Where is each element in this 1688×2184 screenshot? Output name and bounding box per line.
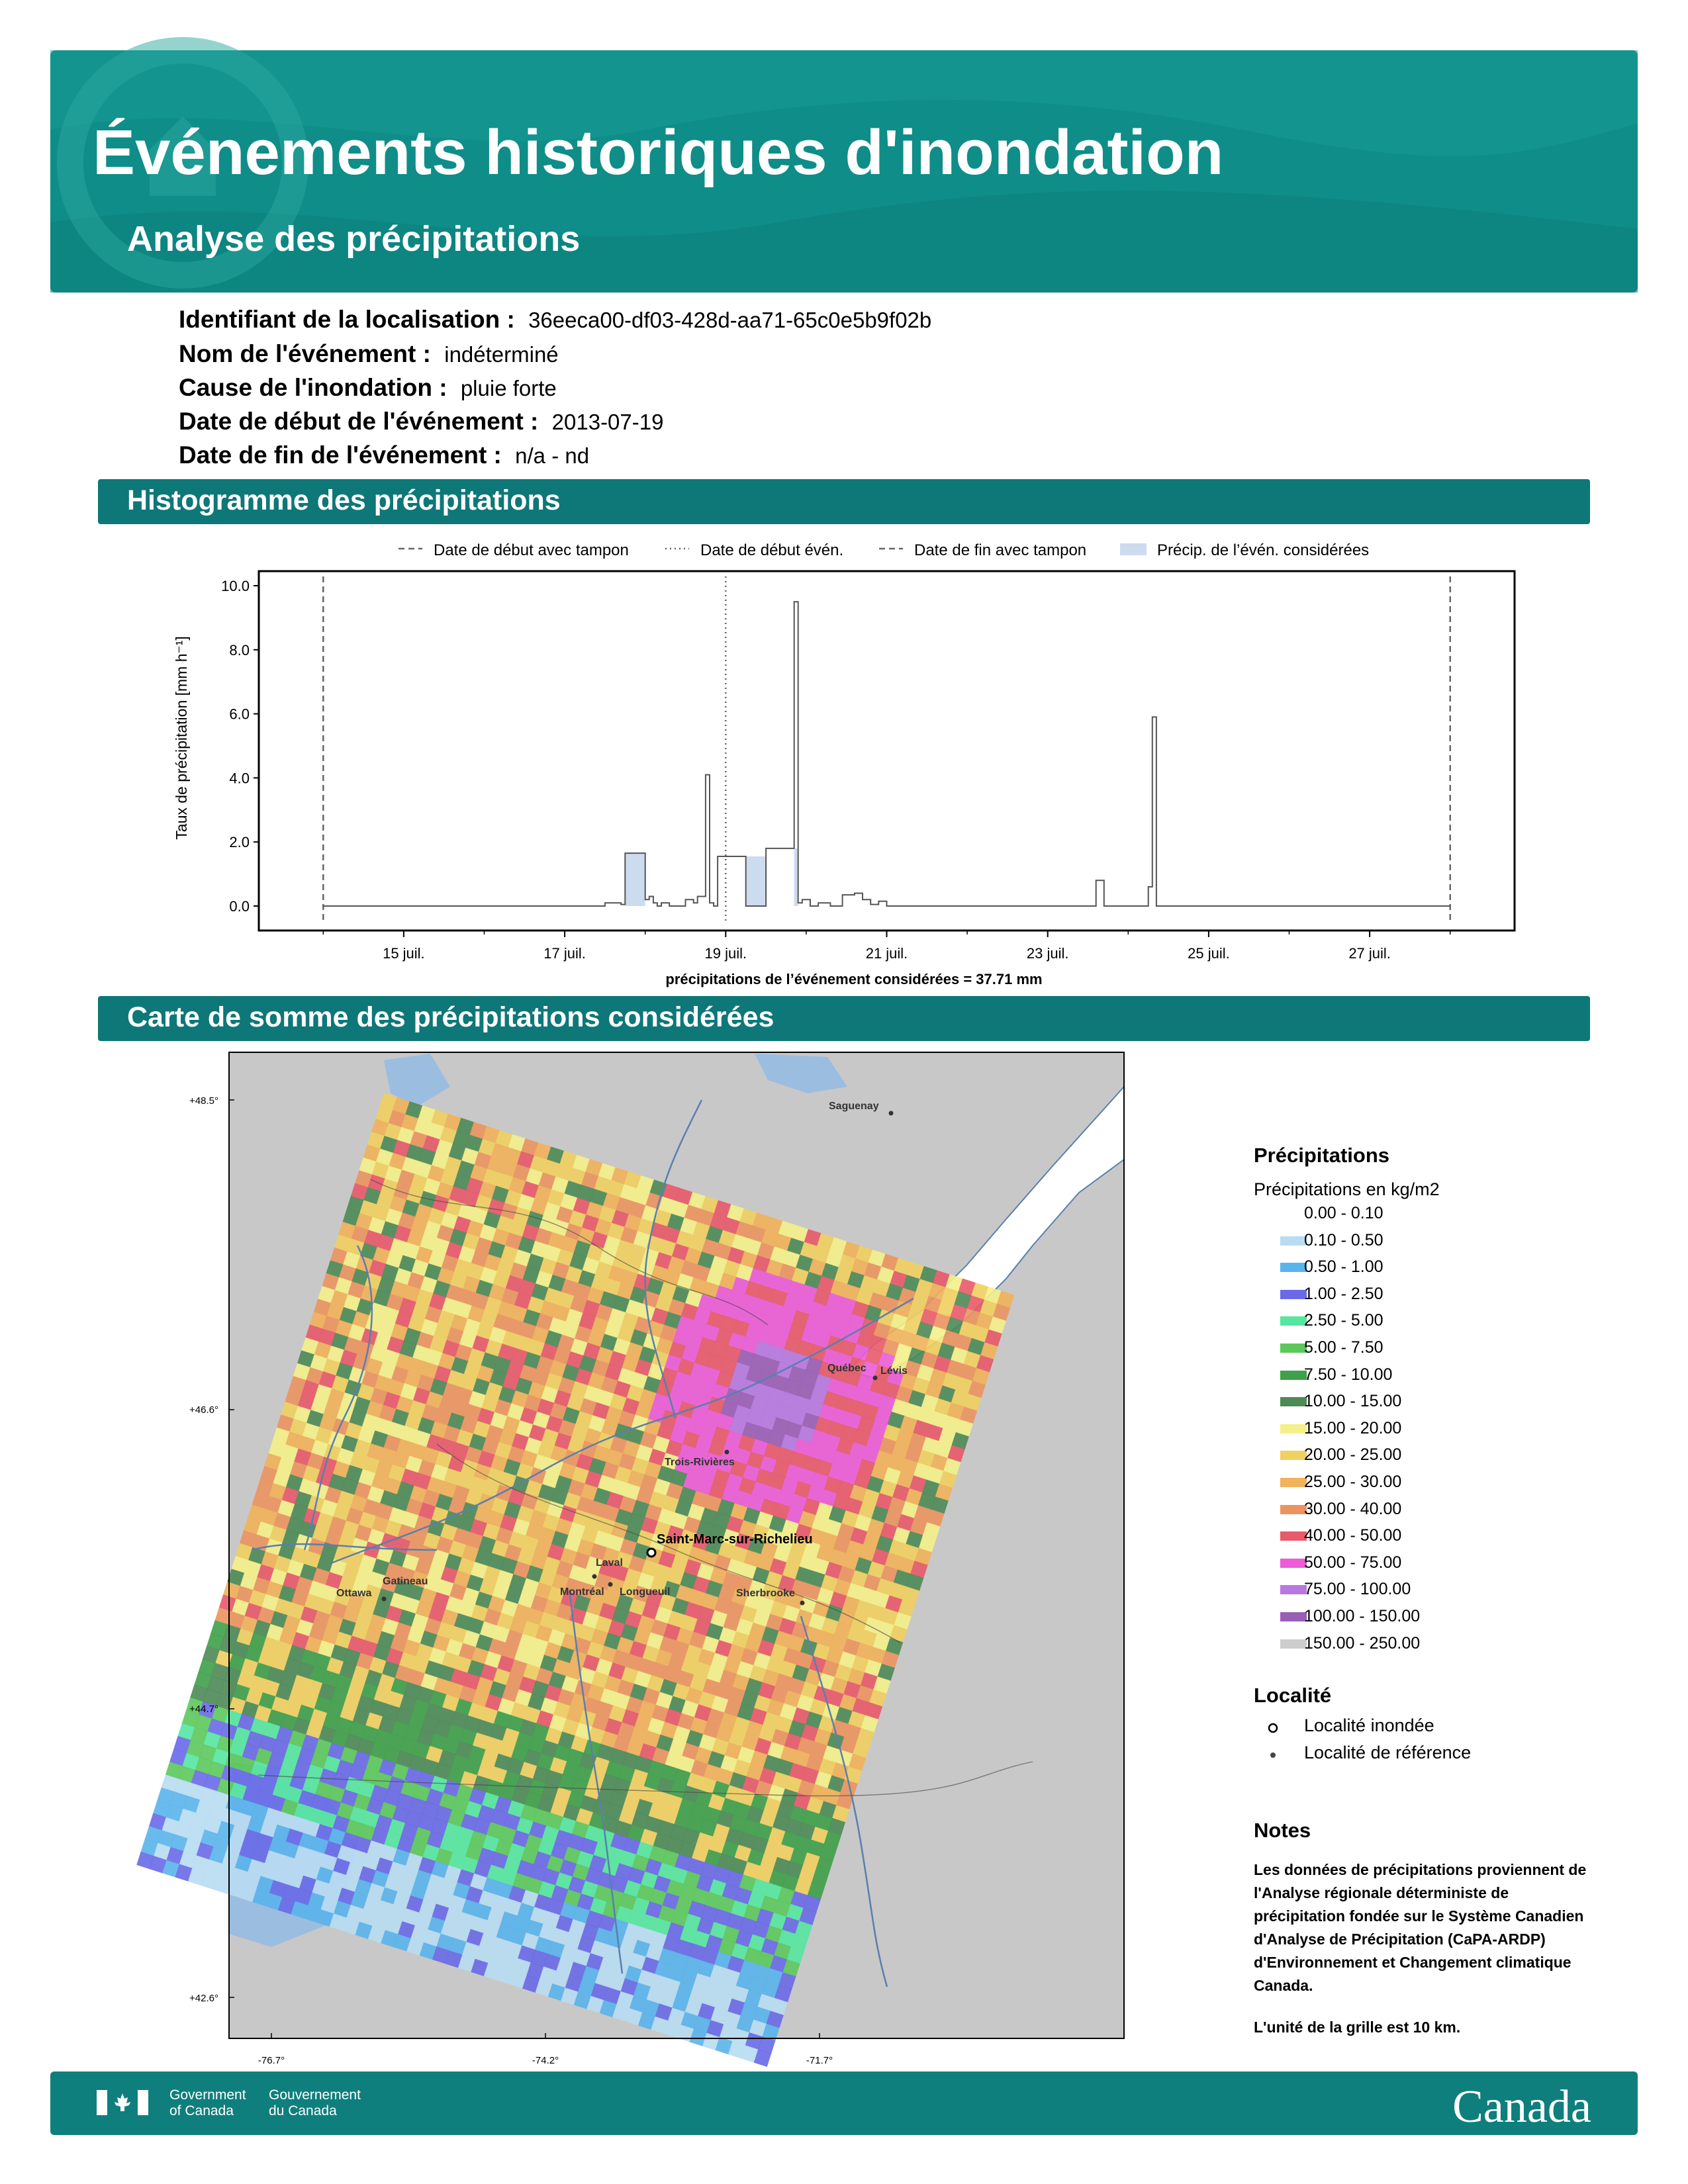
end-date-label: Date de fin de l'événement :	[179, 441, 502, 469]
notes-text: Les données de précipitations proviennent de l'Analyse régionale déterministe de précipitation fondée sur le Système Canadien d'Analyse de Précipitation (CaPA-ARDP) d'Environnement et Changement climatique Canada.	[1254, 1861, 1587, 1994]
y-axis	[221, 578, 259, 915]
legend-class-label: 100.00 - 150.00	[1304, 1606, 1421, 1625]
location-id-label: Identifiant de la localisation :	[179, 306, 515, 333]
city-longueuil: Longueuil	[620, 1586, 671, 1598]
legend-class-label: 5.00 - 7.50	[1304, 1338, 1383, 1357]
legend-swatch	[1280, 1451, 1307, 1460]
lon-label-76-7: -76.7°	[258, 2055, 285, 2066]
legend-class-label: 10.00 - 15.00	[1304, 1392, 1402, 1411]
legend-class-label: 75.00 - 100.00	[1304, 1580, 1411, 1599]
legend-swatch	[1280, 1612, 1307, 1621]
gov-fr-line2: du Canada	[269, 2103, 337, 2118]
legend-class-label: 150.00 - 250.00	[1304, 1633, 1421, 1653]
start-date-value: 2013-07-19	[551, 410, 664, 434]
laval-point	[592, 1574, 597, 1579]
notes-grid-unit: L'unité de la grille est 10 km.	[1254, 2019, 1461, 2036]
legend-class-12	[1254, 1525, 1624, 1552]
legend-considered-swatch	[1120, 543, 1147, 555]
saguenay-point	[889, 1111, 894, 1116]
government-of-canada-en	[169, 2087, 246, 2119]
precipitation-histogram	[159, 526, 1536, 996]
chart-legend	[399, 541, 1369, 559]
city-saguenay: Saguenay	[829, 1101, 879, 1112]
canada-flag-icon	[97, 2090, 148, 2115]
event-name-row	[179, 340, 559, 368]
legend-class-11	[1254, 1498, 1624, 1525]
y-tick-label: 0.0	[229, 898, 250, 915]
legend-class-label: 20.00 - 25.00	[1304, 1445, 1402, 1465]
notes-title: Notes	[1254, 1819, 1311, 1842]
x-axis	[323, 931, 1450, 962]
legend-class-label: 1.00 - 2.50	[1304, 1284, 1383, 1303]
flooded-marker-icon	[1267, 1722, 1279, 1734]
legend-considered-label: Précip. de l’évén. considérées	[1157, 541, 1370, 559]
header-banner	[50, 50, 1638, 293]
legend-title: Précipitations	[1254, 1144, 1389, 1167]
legend-swatch	[1280, 1343, 1307, 1353]
gatineau-point	[382, 1597, 387, 1602]
legend-class-7	[1254, 1390, 1624, 1418]
legend-class-16	[1254, 1633, 1624, 1660]
page-subtitle: Analyse des précipitations	[127, 219, 581, 259]
lon-label-74-2: -74.2°	[532, 2055, 559, 2066]
y-tick-label: 8.0	[229, 641, 250, 659]
cause-row	[179, 374, 557, 402]
city-trois-rivieres: Trois-Rivières	[665, 1457, 735, 1468]
end-date-row	[179, 441, 589, 469]
legend-class-2	[1254, 1256, 1624, 1283]
quebec-point	[873, 1376, 878, 1381]
x-tick-label: 19 juil.	[704, 945, 747, 962]
legend-classes	[1254, 1203, 1624, 1659]
event-name-label: Nom de l'événement :	[179, 340, 431, 367]
location-id-row	[179, 306, 931, 334]
map-section-title: Carte de somme des précipitations considérées	[127, 1001, 774, 1033]
locality-legend-title: Localité	[1254, 1684, 1332, 1707]
x-tick-label: 21 juil.	[865, 945, 908, 962]
y-tick-label: 10.0	[221, 578, 250, 594]
city-ottawa: Ottawa	[336, 1588, 372, 1599]
lat-label-48-5: +48.5°	[189, 1095, 218, 1107]
legend-class-9	[1254, 1444, 1624, 1471]
y-tick-label: 6.0	[229, 705, 250, 723]
legend-class-label: 0.10 - 0.50	[1304, 1230, 1383, 1250]
sherbrooke-point	[800, 1601, 805, 1606]
trois-rivieres-point	[725, 1450, 729, 1455]
x-tick-label: 23 juil.	[1026, 945, 1069, 962]
legend-swatch	[1280, 1290, 1307, 1299]
legend-swatch	[1280, 1397, 1307, 1406]
city-levis: Lévis	[880, 1365, 908, 1377]
footer-bar	[50, 2071, 1638, 2135]
considered-precip-fill	[625, 853, 645, 906]
x-tick-label: 27 juil.	[1348, 945, 1391, 962]
start-date-row	[179, 408, 663, 435]
longueuil-point	[608, 1582, 613, 1587]
legend-subtitle: Précipitations en kg/m2	[1254, 1179, 1440, 1199]
gov-fr-line1: Gouvernement	[269, 2087, 361, 2103]
legend-class-0	[1254, 1203, 1624, 1230]
city-gatineau: Gatineau	[383, 1576, 428, 1587]
precipitation-sum-map	[172, 1047, 1145, 2066]
considered-precip-fill	[746, 856, 766, 906]
cause-value: pluie forte	[460, 376, 557, 400]
gouvernement-du-canada-fr	[269, 2087, 361, 2119]
gov-en-line2: of Canada	[169, 2103, 234, 2118]
precipitation-legend	[1254, 1144, 1624, 1659]
legend-class-13	[1254, 1552, 1624, 1579]
canada-wordmark: Canada	[1452, 2081, 1591, 2132]
legend-class-3	[1254, 1283, 1624, 1310]
event-sum-annotation: précipitations de l’événement considérées = 37.71 mm	[665, 971, 1043, 987]
legend-class-10	[1254, 1471, 1624, 1498]
x-tick-label: 15 juil.	[383, 945, 425, 962]
lat-label-44-7: +44.7°	[189, 1704, 218, 1715]
legend-class-label: 15.00 - 20.00	[1304, 1418, 1402, 1437]
lon-label-71-7: -71.7°	[806, 2055, 833, 2066]
legend-swatch	[1280, 1371, 1307, 1380]
legend-class-label: 2.50 - 5.00	[1304, 1311, 1383, 1330]
legend-event-start-label: Date de début évén.	[700, 541, 844, 559]
histogram-section-title: Histogramme des précipitations	[127, 484, 561, 516]
gov-en-line1: Government	[169, 2087, 246, 2103]
legend-class-label: 7.50 - 10.00	[1304, 1365, 1393, 1384]
legend-reference-label: Localité de référence	[1304, 1743, 1472, 1762]
page-title: Événements historiques d'inondation	[93, 117, 1224, 188]
lat-label-42-6: +42.6°	[189, 1993, 218, 2004]
city-quebec: Québec	[827, 1363, 867, 1374]
flooded-locality-marker	[647, 1549, 655, 1557]
legend-class-5	[1254, 1337, 1624, 1364]
legend-class-4	[1254, 1310, 1624, 1337]
legend-swatch	[1280, 1639, 1307, 1649]
start-date-label: Date de début de l'événement :	[179, 408, 539, 435]
legend-class-1	[1254, 1230, 1624, 1257]
legend-class-label: 0.00 - 0.10	[1304, 1204, 1383, 1222]
legend-swatch	[1280, 1478, 1307, 1487]
legend-swatch	[1280, 1559, 1307, 1568]
cause-label: Cause de l'inondation :	[179, 374, 447, 401]
legend-class-label: 40.00 - 50.00	[1304, 1526, 1402, 1545]
x-tick-label: 25 juil.	[1188, 945, 1230, 962]
plot-area	[259, 571, 1515, 931]
city-laval: Laval	[596, 1557, 623, 1569]
legend-swatch	[1280, 1316, 1307, 1326]
location-id-value: 36eeca00-df03-428d-aa71-65c0e5b9f02b	[528, 308, 932, 332]
event-name-value: indéterminé	[444, 342, 559, 367]
y-tick-label: 4.0	[229, 770, 250, 787]
legend-class-label: 25.00 - 30.00	[1304, 1472, 1402, 1491]
legend-class-label: 30.00 - 40.00	[1304, 1499, 1402, 1518]
lat-label-46-6: +46.6°	[189, 1404, 218, 1416]
city-sherbrooke: Sherbrooke	[736, 1588, 795, 1599]
legend-buffer-end-label: Date de fin avec tampon	[914, 541, 1087, 559]
end-date-value: n/a - nd	[515, 443, 590, 468]
legend-swatch	[1280, 1236, 1307, 1246]
y-tick-label: 2.0	[229, 834, 250, 851]
legend-class-15	[1254, 1606, 1624, 1633]
x-tick-label: 17 juil.	[543, 945, 586, 962]
map-section-header	[98, 996, 1590, 1041]
legend-flooded-label: Localité inondée	[1304, 1715, 1434, 1735]
legend-class-8	[1254, 1418, 1624, 1445]
legend-swatch	[1280, 1505, 1307, 1514]
legend-swatch	[1280, 1424, 1307, 1433]
legend-class-label: 0.50 - 1.00	[1304, 1257, 1383, 1277]
legend-class-label: 50.00 - 75.00	[1304, 1553, 1402, 1572]
legend-class-6	[1254, 1364, 1624, 1391]
legend-swatch	[1280, 1531, 1307, 1541]
city-montreal: Montréal	[560, 1586, 604, 1598]
legend-swatch	[1280, 1209, 1307, 1218]
legend-swatch	[1280, 1263, 1307, 1272]
legend-swatch	[1280, 1585, 1307, 1594]
legend-class-14	[1254, 1578, 1624, 1606]
reference-marker-icon	[1267, 1749, 1279, 1761]
city-saint-marc-sur-richelieu: Saint-Marc-sur-Richelieu	[657, 1532, 813, 1547]
histogram-section-header	[98, 479, 1590, 524]
y-axis-label: Taux de précipitation [mm h⁻¹]	[173, 636, 190, 840]
legend-buffer-start-label: Date de début avec tampon	[434, 541, 629, 559]
